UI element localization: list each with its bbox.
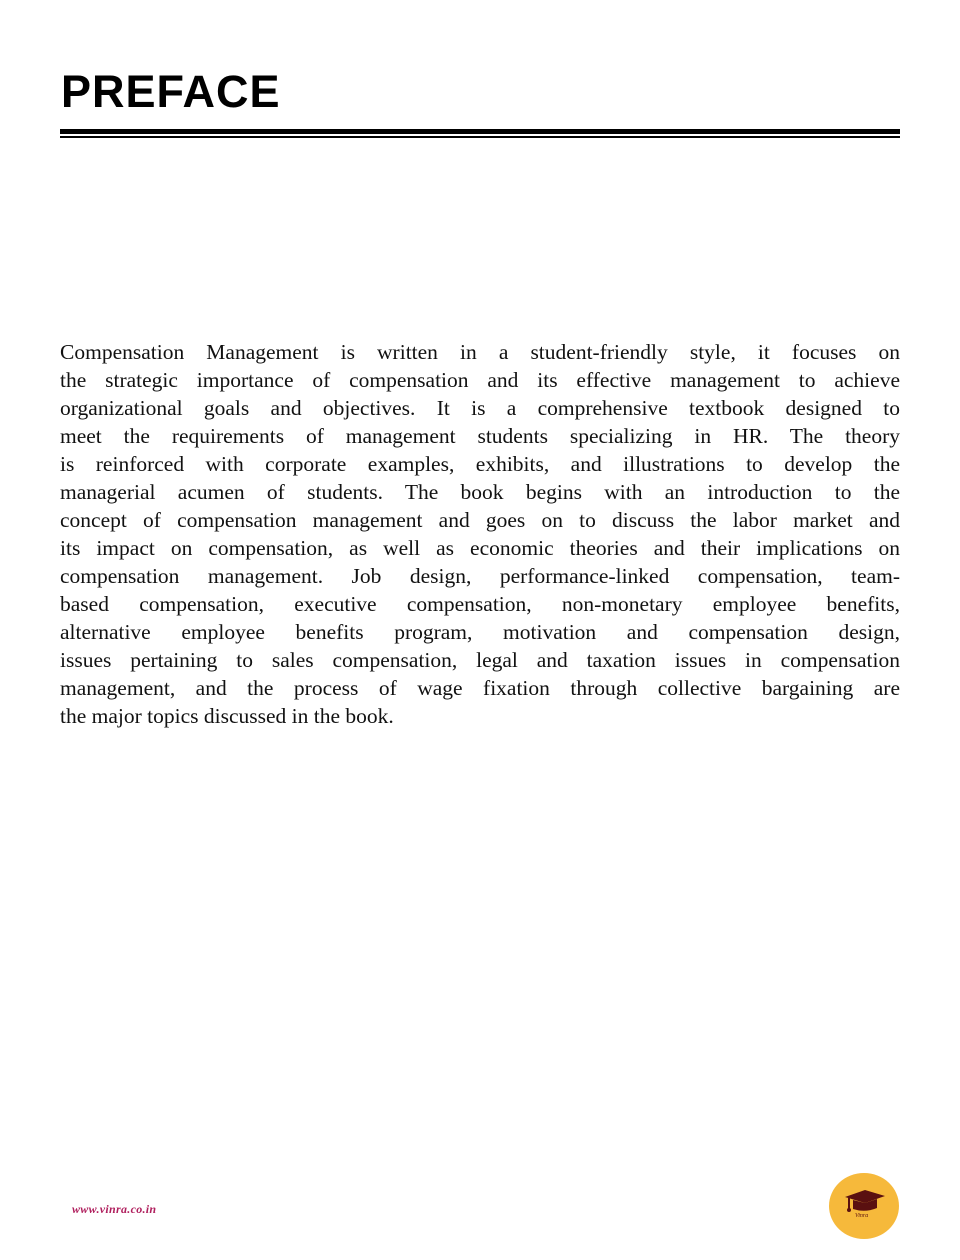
body-line: organizational goals and objectives. It is a comprehensive textbook designed to: [60, 396, 900, 420]
body-line: meet the requirements of management students specializing in HR. The theory: [60, 424, 900, 448]
body-line: based compensation, executive compensation, non-monetary employee benefits,: [60, 592, 900, 616]
page-title: PREFACE: [61, 66, 281, 117]
publisher-logo: [829, 1173, 899, 1239]
title-rule-thick: [60, 129, 900, 134]
body-line: the strategic importance of compensation and its effective management to achieve: [60, 368, 900, 392]
body-line: alternative employee benefits program, motivation and compensation design,: [60, 620, 900, 644]
website-link[interactable]: www.vinra.co.in: [72, 1202, 157, 1216]
body-line: compensation management. Job design, performance-linked compensation, team-: [60, 564, 900, 588]
body-line: issues pertaining to sales compensation, legal and taxation issues in compensation: [60, 648, 900, 672]
body-line: is reinforced with corporate examples, exhibits, and illustrations to develop the: [60, 452, 900, 476]
body-line: concept of compensation management and goes on to discuss the labor market and: [60, 508, 900, 532]
title-rule-thin: [60, 136, 900, 138]
body-line: managerial acumen of students. The book begins with an introduction to the: [60, 480, 900, 504]
preface-body: [60, 338, 900, 730]
logo-text: Vinra: [855, 1213, 869, 1219]
body-line: its impact on compensation, as well as economic theories and their implications on: [60, 536, 900, 560]
body-line: Compensation Management is written in a student-friendly style, it focuses on: [60, 340, 900, 364]
body-line: management, and the process of wage fixation through collective bargaining are: [60, 676, 900, 700]
body-line: the major topics discussed in the book.: [60, 704, 394, 728]
